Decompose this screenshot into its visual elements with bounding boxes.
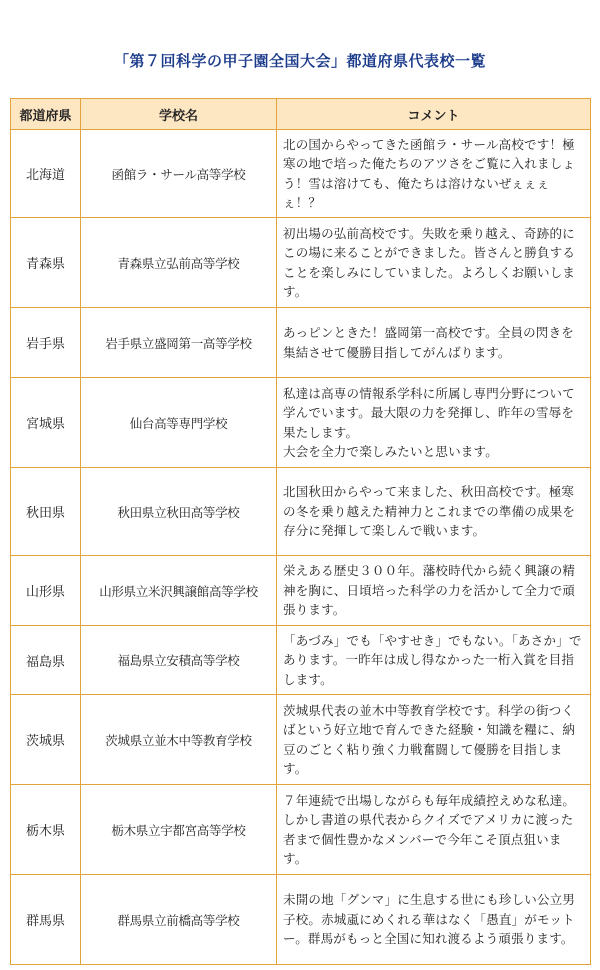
- comment-cell: 北国秋田からやって来ました、秋田高校です。極寒の冬を乗り越えた精神力とこれまでの準備の成果を存分に発揮して楽しんで戦います。: [277, 468, 591, 556]
- school-cell: 山形県立米沢興譲館高等学校: [81, 556, 277, 626]
- prefecture-cell: 山形県: [11, 556, 81, 626]
- table-row: [11, 218, 591, 308]
- table-row: [11, 626, 591, 695]
- header-comment: コメント: [277, 99, 591, 130]
- school-cell: 岩手県立盛岡第一高等学校: [81, 308, 277, 378]
- prefecture-cell: 北海道: [11, 130, 81, 218]
- school-cell: 秋田県立秋田高等学校: [81, 468, 277, 556]
- comment-cell: 「あづみ」でも「やすせき」でもない。「あさか」であります。一昨年は成し得なかった一桁入賞を目指します。: [277, 626, 591, 695]
- prefecture-cell: 青森県: [11, 218, 81, 308]
- comment-cell: あっピンときた！盛岡第一高校です。全員の閃きを集結させて優勝目指してがんばります。: [277, 308, 591, 378]
- page-title: 「第７回科学の甲子園全国大会」都道府県代表校一覧: [113, 52, 486, 70]
- table-row: [11, 130, 591, 218]
- header-prefecture: 都道府県: [11, 99, 81, 130]
- table-row: [11, 378, 591, 468]
- table-row: [11, 468, 591, 556]
- prefecture-cell: 福島県: [11, 626, 81, 695]
- header-school: 学校名: [81, 99, 277, 130]
- school-cell: 茨城県立並木中等教育学校: [81, 695, 277, 785]
- table-row: [11, 695, 591, 785]
- comment-cell: 茨城県代表の並木中等教育学校です。科学の街つくばという好立地で育んできた経験・知識を糧に、納豆のごとく粘り強く力戦奮闘して優勝を目指します。: [277, 695, 591, 785]
- comment-cell: 北の国からやってきた函館ラ・サール高校です！極寒の地で培った俺たちのアツさをご覧に入れましょう！雪は溶けても、俺たちは溶けないぜぇぇぇぇ！？: [277, 130, 591, 218]
- school-cell: 福島県立安積高等学校: [81, 626, 277, 695]
- comment-cell: 未開の地「グンマ」に生息する世にも珍しい公立男子校。赤城颪にめくれる華はなく「愚直」がモットー。群馬がもっと全国に知れ渡るよう頑張ります。: [277, 875, 591, 965]
- school-cell: 群馬県立前橋高等学校: [81, 875, 277, 965]
- comment-cell: 栄えある歴史３００年。藩校時代から続く興譲の精神を胸に、日頃培った科学の力を活かして全力で頑張ります。: [277, 556, 591, 626]
- comment-cell: 初出場の弘前高校です。失敗を乗り越え、奇跡的にこの場に来ることができました。皆さんと勝負することを楽しみにしていました。よろしくお願いします。: [277, 218, 591, 308]
- table-row: [11, 875, 591, 965]
- school-cell: 函館ラ・サール高等学校: [81, 130, 277, 218]
- table-row: [11, 308, 591, 378]
- comment-cell: 私達は高専の情報系学科に所属し専門分野について学んでいます。最大限の力を発揮し、昨年の雪辱を果たします。 大会を全力で楽しみたいと思います。: [277, 378, 591, 468]
- table-header-row: [11, 99, 591, 130]
- representatives-table: [10, 98, 591, 965]
- prefecture-cell: 秋田県: [11, 468, 81, 556]
- table-row: [11, 785, 591, 875]
- school-cell: 青森県立弘前高等学校: [81, 218, 277, 308]
- table-row: [11, 556, 591, 626]
- prefecture-cell: 宮城県: [11, 378, 81, 468]
- prefecture-cell: 群馬県: [11, 875, 81, 965]
- school-cell: 栃木県立宇都宮高等学校: [81, 785, 277, 875]
- school-cell: 仙台高等専門学校: [81, 378, 277, 468]
- comment-cell: ７年連続で出場しながらも毎年成績控えめな私達。しかし書道の県代表からクイズでアメリカに渡った者まで個性豊かなメンバーで今年こそ頂点狙います。: [277, 785, 591, 875]
- prefecture-cell: 栃木県: [11, 785, 81, 875]
- prefecture-cell: 岩手県: [11, 308, 81, 378]
- prefecture-cell: 茨城県: [11, 695, 81, 785]
